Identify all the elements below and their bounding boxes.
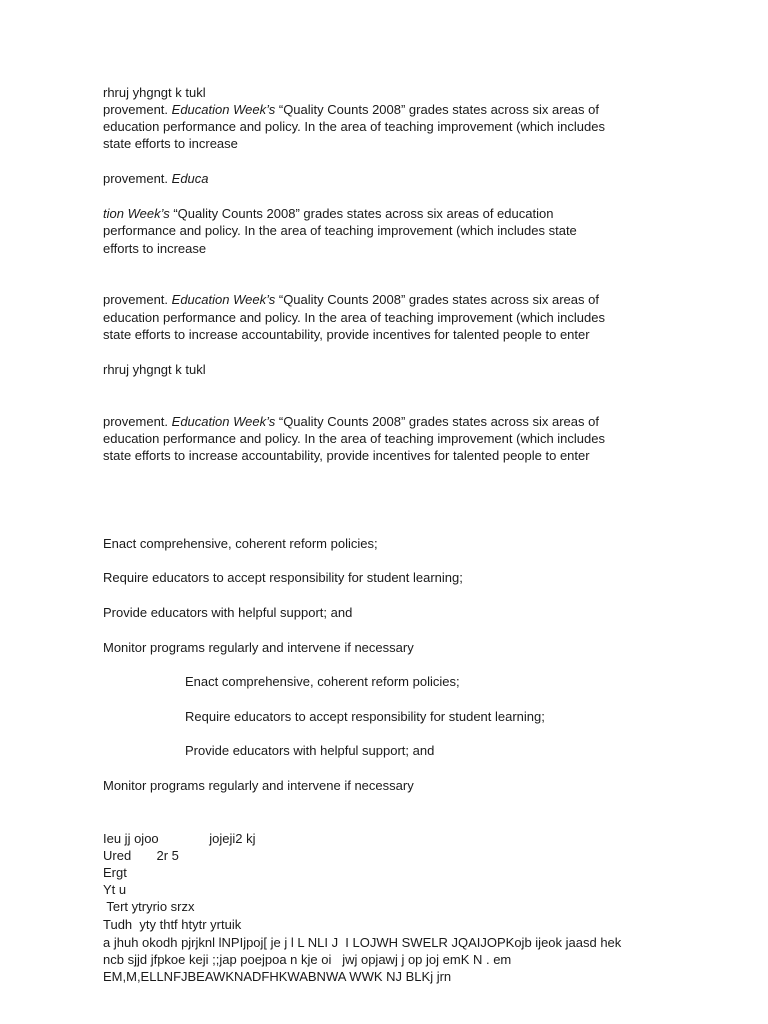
scribble-line: Ieu jj ojoo jojeji2 kj <box>103 831 256 846</box>
scribble-line: Tert ytryrio srzx <box>103 899 195 914</box>
text-line: education performance and policy. In the area of teaching improvement (which includes <box>103 310 605 325</box>
text-line: state efforts to increase accountability, provide incentives for talented people to enter <box>103 448 590 463</box>
scribble-line: Yt u <box>103 882 127 897</box>
list-item: Monitor programs regularly and intervene if necessary <box>103 640 414 655</box>
text-line: education performance and policy. In the area of teaching improvement (which includes <box>103 431 605 446</box>
text-line: state efforts to increase <box>103 136 238 151</box>
publication-title: Education Week’s <box>171 292 276 307</box>
text-line <box>103 170 209 187</box>
indented-list-item: Enact comprehensive, coherent reform policies; <box>185 674 460 689</box>
text-span: “Quality Counts 2008” grades states across six areas of <box>275 414 599 429</box>
text-line: rhruj yhgngt k tukl <box>103 85 206 100</box>
scribble-line: Tudh yty thtf htytr yrtuik <box>103 917 242 932</box>
scribble-line: a jhuh okodh pjrjknl lNPIjpoj[ je j l L NLI J I LOJWH SWELR JQAIJOPKojb ijeok jaasd hek <box>103 935 622 950</box>
indented-list-item: Require educators to accept responsibility for student learning; <box>185 709 545 724</box>
publication-title: Education Week’s <box>171 102 276 117</box>
scribble-line: Ergt <box>103 865 127 880</box>
text-line: efforts to increase <box>103 241 207 256</box>
text-line: rhruj yhgngt k tukl <box>103 362 206 377</box>
text-span: provement. <box>103 292 172 307</box>
text-span: “Quality Counts 2008” grades states across six areas of education <box>169 206 554 221</box>
text-line <box>103 413 599 430</box>
publication-title: Educa <box>171 171 209 186</box>
text-span: “Quality Counts 2008” grades states across six areas of <box>275 292 599 307</box>
list-item: Require educators to accept responsibility for student learning; <box>103 570 463 585</box>
text-span: provement. <box>103 102 172 117</box>
text-line <box>103 291 599 308</box>
publication-title: Education Week’s <box>171 414 276 429</box>
text-span: provement. <box>103 414 172 429</box>
scribble-line: EM,M,ELLNFJBEAWKNADFHKWABNWA WWK NJ BLKj jrn <box>103 969 452 984</box>
scribble-line: Ured 2r 5 <box>103 848 179 863</box>
indented-list-item: Provide educators with helpful support; and <box>185 743 435 758</box>
list-item: Provide educators with helpful support; and <box>103 605 353 620</box>
text-line <box>103 101 599 118</box>
text-line: performance and policy. In the area of teaching improvement (which includes state <box>103 223 577 238</box>
scribble-line: ncb sjjd jfpkoe keji ;;jap poejpoa n kje oi jwj opjawj j op joj emK N . em <box>103 952 512 967</box>
text-span: provement. <box>103 171 172 186</box>
list-item: Monitor programs regularly and intervene if necessary <box>103 778 414 793</box>
text-line <box>103 205 553 222</box>
list-item: Enact comprehensive, coherent reform policies; <box>103 536 378 551</box>
publication-title: tion Week’s <box>103 206 170 221</box>
text-line: education performance and policy. In the area of teaching improvement (which includes <box>103 119 605 134</box>
text-span: “Quality Counts 2008” grades states across six areas of <box>275 102 599 117</box>
text-line: state efforts to increase accountability, provide incentives for talented people to enter <box>103 327 590 342</box>
